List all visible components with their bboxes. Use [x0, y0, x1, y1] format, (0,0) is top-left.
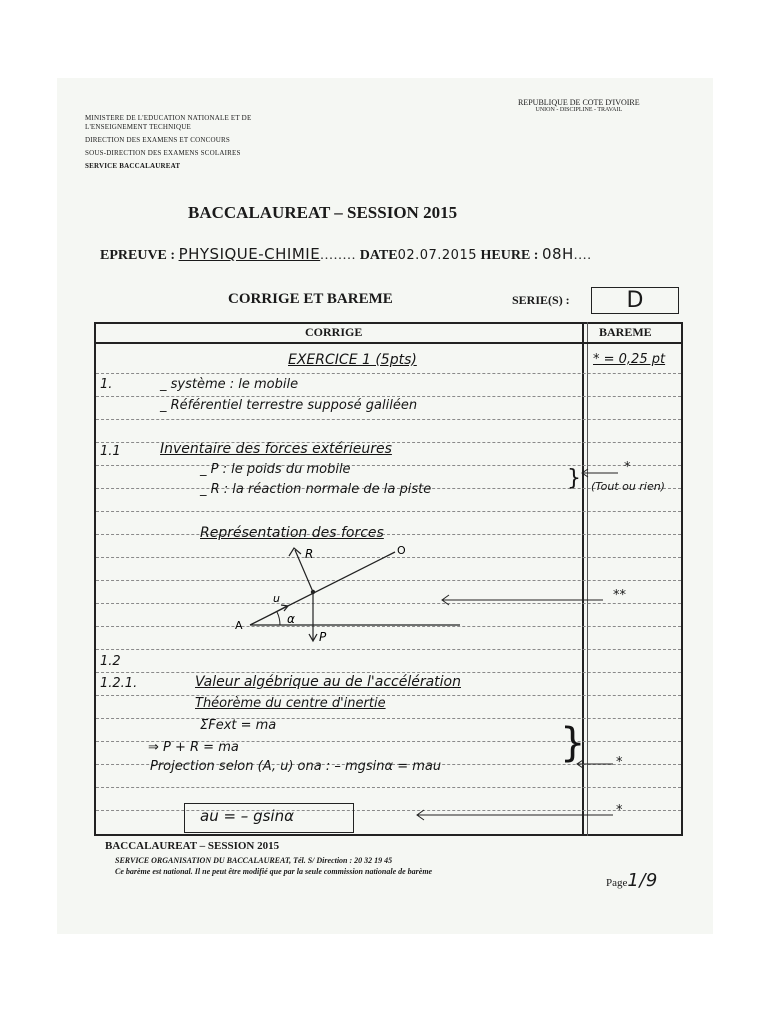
- footer-notice: Ce barème est national. Il ne peut être modifié que par la seule commission nationale de barème: [115, 867, 433, 876]
- footer-service: SERVICE ORGANISATION DU BACCALAUREAT, Tél. S/ Direction : 20 32 19 45: [115, 856, 393, 865]
- ruled-line: [96, 465, 681, 466]
- ruled-line: [96, 419, 681, 420]
- ruled-line: [96, 695, 681, 696]
- line-1-text: _ système : le mobile: [160, 377, 299, 392]
- epreuve-label: EPREUVE :: [100, 248, 176, 263]
- republic-line: REPUBLIQUE DE COTE D'IVOIRE: [518, 98, 640, 107]
- ministry-line1: MINISTERE DE L'EDUCATION NATIONALE ET DE: [85, 114, 252, 122]
- line-1b-text: _ Référentiel terrestre supposé galiléen: [160, 398, 418, 413]
- bareme-mark-2: **: [613, 588, 626, 603]
- page-value: 1/9: [627, 870, 658, 891]
- label-alpha: α: [287, 612, 295, 626]
- heure-value: 08H: [541, 245, 574, 263]
- ministry-line2: L'ENSEIGNEMENT TECHNIQUE: [85, 123, 191, 131]
- line-6-number: 1.2: [100, 654, 121, 669]
- ruled-line: [96, 511, 681, 512]
- line-12-text: au = – gsinα: [200, 807, 294, 825]
- ruled-line: [96, 718, 681, 719]
- line-3-text: _ P : le poids du mobile: [200, 462, 351, 477]
- line-5-text: Représentation des forces: [200, 525, 384, 541]
- line-11-text: Projection selon (A, u) ona : – mgsinα = mau: [150, 759, 442, 774]
- label-u: u: [273, 592, 280, 605]
- table-header-divider: [94, 342, 683, 344]
- service-line: SERVICE BACCALAUREAT: [85, 162, 181, 170]
- line-4-text: _ R : la réaction normale de la piste: [200, 482, 432, 497]
- ruled-line: [96, 787, 681, 788]
- epreuve-value: PHYSIQUE-CHIMIE: [178, 245, 321, 263]
- label-A: A: [235, 619, 243, 632]
- line-7-text: Valeur algébrique au de l'accélération: [195, 674, 461, 690]
- serie-label: SERIE(S) :: [512, 293, 570, 307]
- line-2-number: 1.1: [100, 444, 121, 459]
- arrow-left-icon: [415, 809, 615, 821]
- label-O: O: [397, 544, 406, 557]
- sous-direction-line: SOUS-DIRECTION DES EXAMENS SCOLAIRES: [85, 149, 241, 157]
- line-8-text: Théorème du centre d'inertie: [195, 696, 386, 711]
- ruled-line: [96, 534, 681, 535]
- ruled-line: [96, 396, 681, 397]
- date-label: DATE: [359, 248, 398, 263]
- bareme-mark-3: *: [616, 755, 623, 770]
- line-1-number: 1.: [100, 377, 113, 392]
- header-bareme: BAREME: [599, 325, 652, 339]
- arrow-left-icon: [440, 594, 605, 606]
- bareme-note: * = 0,25 pt: [593, 352, 666, 367]
- ruled-line: [96, 373, 681, 374]
- exercise-title: EXERCICE 1 (5pts): [288, 352, 417, 368]
- ruled-line: [96, 672, 681, 673]
- brace-icon: }: [560, 720, 586, 766]
- page-label: Page: [606, 877, 628, 889]
- vector-R-arrowhead: [289, 548, 301, 556]
- line-2-text: Inventaire des forces extérieures: [160, 441, 392, 457]
- bareme-mark-1: *: [624, 460, 631, 475]
- direction-line: DIRECTION DES EXAMENS ET CONCOURS: [85, 136, 230, 144]
- republic-header: [518, 98, 640, 113]
- angle-arc: [277, 612, 280, 625]
- label-P: P: [319, 630, 327, 644]
- date-value: 02.07.2015: [397, 248, 477, 263]
- page-number: [606, 870, 658, 891]
- motto-line: UNION - DISCIPLINE - TRAVAIL: [535, 107, 623, 113]
- arrow-left-icon: [575, 759, 615, 769]
- forces-diagram: [225, 540, 475, 650]
- arrow-left-icon: [580, 468, 620, 478]
- exam-title: BACCALAUREAT – SESSION 2015: [188, 203, 458, 222]
- footer-title: BACCALAUREAT – SESSION 2015: [105, 840, 280, 852]
- serie-box: D: [591, 287, 679, 314]
- ministry-header: [85, 114, 251, 171]
- line-10-text: ⇒ P + R = ma: [148, 740, 239, 755]
- line-9-text: ΣFext = ma: [200, 718, 277, 733]
- header-corrige: CORRIGE: [305, 325, 363, 339]
- bareme-mark-4: *: [616, 803, 623, 818]
- label-R: R: [305, 547, 314, 561]
- heure-label: HEURE :: [480, 248, 539, 263]
- bareme-note-tout-ou-rien: (Tout ou rien): [591, 480, 665, 493]
- line-7-number: 1.2.1.: [100, 676, 138, 691]
- epreuve-line: EPREUVE : PHYSIQUE-CHIMIE........ DATE02.07.2015 HEURE : 08H....: [100, 245, 592, 263]
- brace-icon: }: [567, 466, 581, 491]
- corrige-bareme-heading: CORRIGE ET BAREME: [228, 291, 393, 307]
